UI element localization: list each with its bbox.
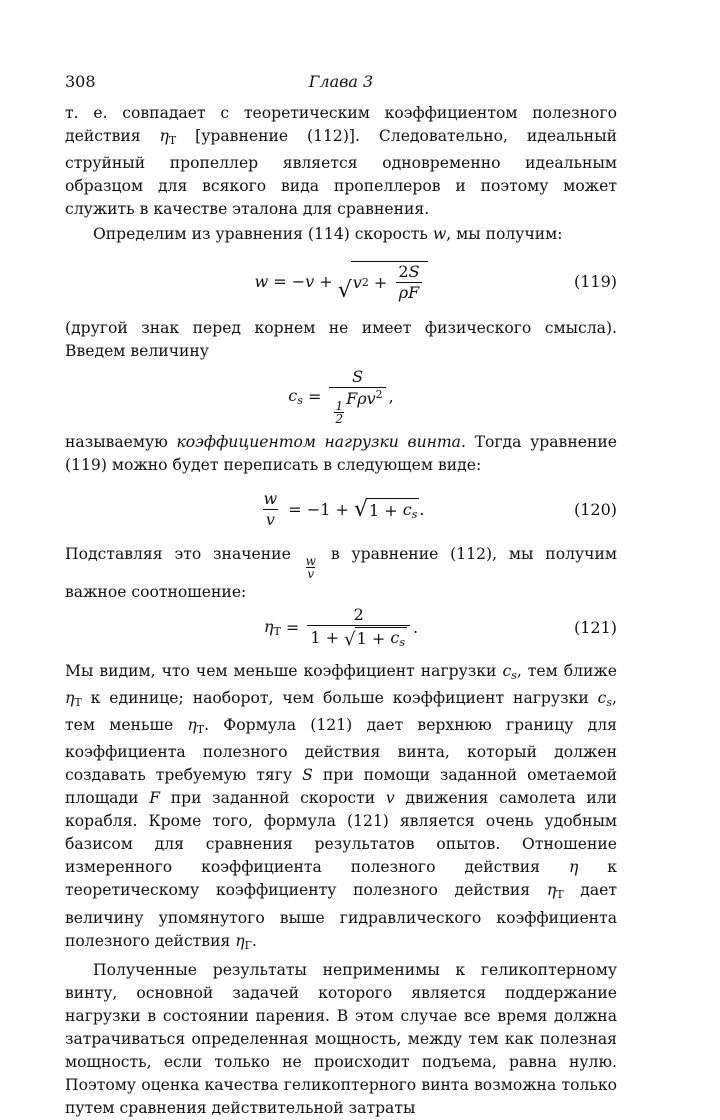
equation-number-121: (121): [573, 618, 617, 638]
paragraph-4: называемую коэффициентом нагрузки винта. Тогда уравнение (119) можно будет переписать в следующем виде:: [65, 432, 617, 474]
page-number: 308: [65, 72, 96, 91]
paragraph-3: (другой знак перед корнем не имеет физического смысла). Введем величину: [65, 318, 617, 360]
equation-119: w = − v + √ v 2 + $\frac{2S}{\rho F}$ (119): [254, 262, 617, 304]
term-load-coefficient: коэффициентом нагрузки винта.: [176, 432, 466, 451]
equation-120: $\frac{w}{v}$ = −1 + √ 1 + $c_s$ . (120): [263, 489, 617, 530]
chapter-title: Глава 3: [308, 72, 374, 91]
equation-number-119: (119): [573, 272, 617, 292]
paragraph-6: Мы видим, что чем меньше коэффициент нагрузки $c_s$, тем ближе $\eta_Т$ к единице; наоборот, чем больше коэффициент нагрузки $c_s$, тем меньше $\eta_Т$. Формула (121) дает верхнюю границу для коэффициента полезного действия винта, который должен создавать требуемую тягу S при помощи заданной ометаемой площади F при заданной скорости v движения самолета или корабля. Кроме того, формула (121) является очень удобным базисом для сравнения результатов опытов. Отношение измеренного коэффициента полезного действия η к теоретическому коэффициенту полезного действия $\eta_Т$ дает величину упомянутого выше гидравлического коэффициента полезного действия $\eta_Г$.: [65, 661, 618, 952]
paragraph-2: Определим из уравнения (114) скорость w, мы получим:: [93, 225, 563, 244]
paragraph-1: т. е. совпадает с теоретическим коэффициентом полезного действия $\eta_Т$ [уравнение (112)]. Следовательно, идеальный струйный пропеллер является одновременно идеальным образцом для всякого вида пропеллеров и поэтому может служить в качестве эталона для сравнения.: [65, 104, 618, 219]
paragraph-7: Полученные результаты неприменимы к геликоптерному винту, основной задачей которого является поддержание нагрузки в состоянии парения. В этом случае все время должна затрачиваться определенная мощность, между тем как полезная мощность, если только не происходит подъема, равна нулю. Поэтому оценка качества геликоптерного винта возможна только путем сравнения действительной затраты: [65, 960, 617, 1118]
equation-cs: $c_s$ = S $\frac{1}{2}$ Fρv$^2$ ,: [288, 367, 394, 426]
equation-number-120: (120): [573, 500, 617, 520]
paragraph-5: Подставляя это значение $\frac{w}{v}$ в уравнение (112), мы получим важное соотношение:: [65, 544, 617, 601]
page: [65, 72, 617, 1120]
page-header: [65, 72, 617, 102]
equation-121: $\eta_Т$ = 2 1 + √ 1 + $c_s$ . (121): [263, 605, 617, 651]
